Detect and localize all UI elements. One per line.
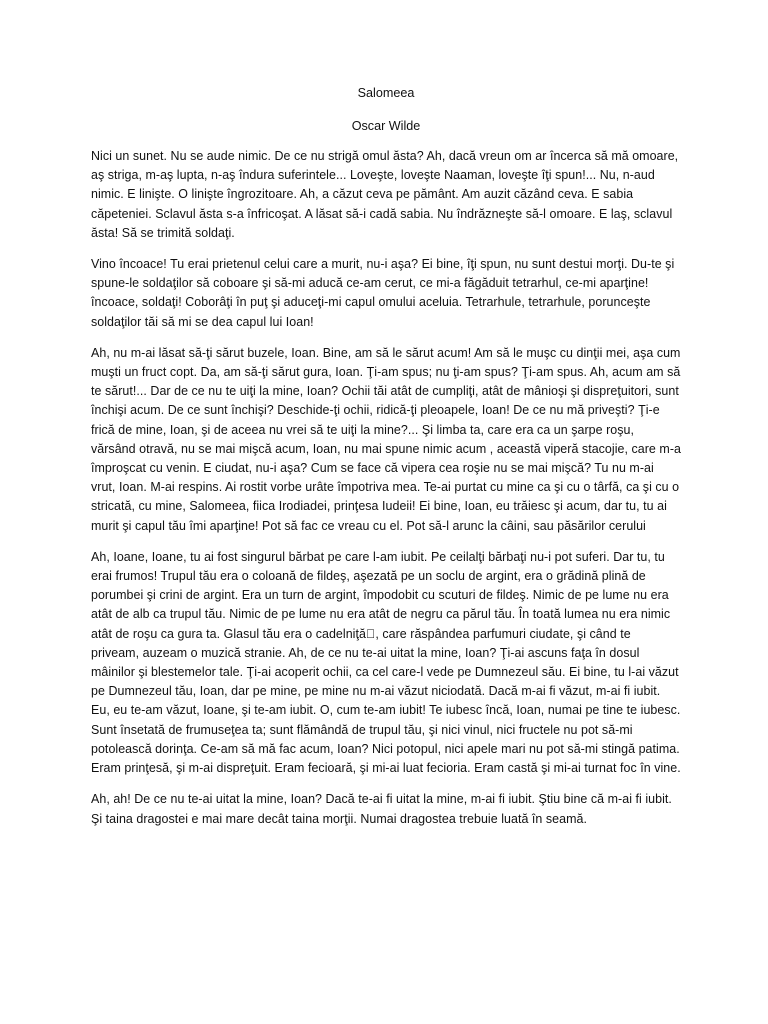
paragraph-4: Ah, Ioane, Ioane, tu ai fost singurul bărbat pe care l-am iubit. Pe ceilalţi bărbaţi nu-i pot suferi. Dar tu, tu erai frumos! Trupul tău era o coloană de fildeş, aşezată pe un soclu de argint, era o grădină plină de porumbei şi crini de argint. Era un turn de argint, împodobit cu scuturi de fildeş. Nimic de pe lume nu era atât de alb ca trupul tău. Nimic de pe lume nu era atât de negru ca părul tău. În toată lumea nu era nimic atât de roşu ca gura ta. Glasul tău era o cadelniţă , care răspândea parfumuri ciudate, şi când te priveam, auzeam o muzică stranie. Ah, de ce nu te-ai uitat la mine, Ioan? Ţi-ai ascuns faţa în dosul mâinilor şi blestemelor tale. Ţi-ai acoperit ochii, ca cel care-l vede pe Dumnezeul său. Ei bine, tu l-ai văzut pe Dumnezeul tău, Ioan, dar pe mine, pe mine nu m-ai văzut niciodată. Dacă m-ai fi văzut, m-ai fi iubit. Eu, eu te-am văzut, Ioane, şi te-am iubit. O, cum te-am iubit! Te iubesc încă, Ioan, numai pe tine te iubesc. Sunt însetată de frumuseţea ta; sunt flămândă de trupul tău, şi nici vinul, nici fructele nu pot să-mi potolească dorinţa. Ce-am să mă fac acum, Ioan? Nici potopul, nici apele mari nu pot să-mi stingă patima. Eram prinţesă, şi m-ai dispreţuit. Eram fecioară, şi mi-ai luat fecioria. Eram castă şi mi-ai turnat foc în vine. (91, 549, 681, 776)
document-body (91, 84, 681, 841)
paragraph-3: Ah, nu m-ai lăsat să-ţi sărut buzele, Ioan. Bine, am să le sărut acum! Am să le muşc cu dinţii mei, aşa cum muşti un fruct copt. Da, am să-ţi sărut gura, Ioan. Ţi-am spus; nu ţi-am spus? Ţi-am spus. Ah, acum am să te sărut!... Dar de ce nu te uiţi la mine, Ioan? Ochii tăi atât de cumpliţi, atât de mânioşi şi dispreţuitori, sunt închişi acum. De ce sunt închişi? Deschide-ţi ochii, ridică-ţi pleoapele, Ioan! De ce nu mă priveşti? Ţi-e frică de mine, Ioan, şi de aceea nu vrei să te uiţi la mine?... Şi limba ta, care era ca un şarpe roşu, vărsând otravă, nu se mai mişcă acum, Ioan, nu mai spune nimic acum , această viperă stacojie, care m-a împroşcat cu venin. E ciudat, nu-i aşa? Cum se face că vipera cea roşie nu se mai mişcă? Tu nu m-ai vrut, Ioan. M-ai respins. Ai rostit vorbe urâte împotriva mea. Te-ai purtat cu mine ca şi cu o târfă, ca şi cu o stricată, cu mine, Salomeea, fiica Irodiadei, prinţesa Iudeii! Ei bine, Ioan, eu trăiesc şi acum, dar tu, tu ai murit şi capul tău îmi aparţine! Pot să fac ce vreau cu el. Pot să-l arunc la câini, sau păsărilor cerului (91, 345, 681, 533)
document-title: Salomeea (357, 86, 415, 100)
document-author: Oscar Wilde (351, 119, 421, 133)
paragraph-1: Nici un sunet. Nu se aude nimic. De ce nu strigă omul ăsta? Ah, dacă vreun om ar încerca să mă omoare, aş striga, m-aş lupta, n-aş îndura suferintele... Loveşte, loveşte Naaman, loveşte îţi spun!... Nu, n-aud nimic. E linişte. O linişte îngrozitoare. Ah, a căzut ceva pe pământ. Am auzit căzând ceva. E sabia căpeteniei. Sclavul ăsta s-a înfricoşat. A lăsat să-i cadă sabia. Nu îndrăzneşte să-l omoare. E laş, sclavul ăsta! Să se trimită soldaţi. (91, 149, 679, 240)
paragraph-2: Vino încoace! Tu erai prietenul celui care a murit, nu-i aşa? Ei bine, îţi spun, nu sunt destui morţi. Du-te şi spune-le soldaţilor să coboare şi să-mi aducă ce-am cerut, ce mi-a făgăduit tetrarhul, ce-mi aparţine! încoace, soldaţi! Coborâţi în puţ şi aduceţi-mi capul omului aceluia. Tetrarhule, tetrarhule, porunceşte soldaţilor tăi să mi se dea capul lui Ioan! (91, 257, 675, 329)
paragraph-5: Ah, ah! De ce nu te-ai uitat la mine, Ioan? Dacă te-ai fi uitat la mine, m-ai fi iubit. Ştiu bine că m-ai fi iubit. Şi taina dragostei e mai mare decât taina morţii. Numai dragostea trebuie luată în seamă. (91, 792, 672, 826)
